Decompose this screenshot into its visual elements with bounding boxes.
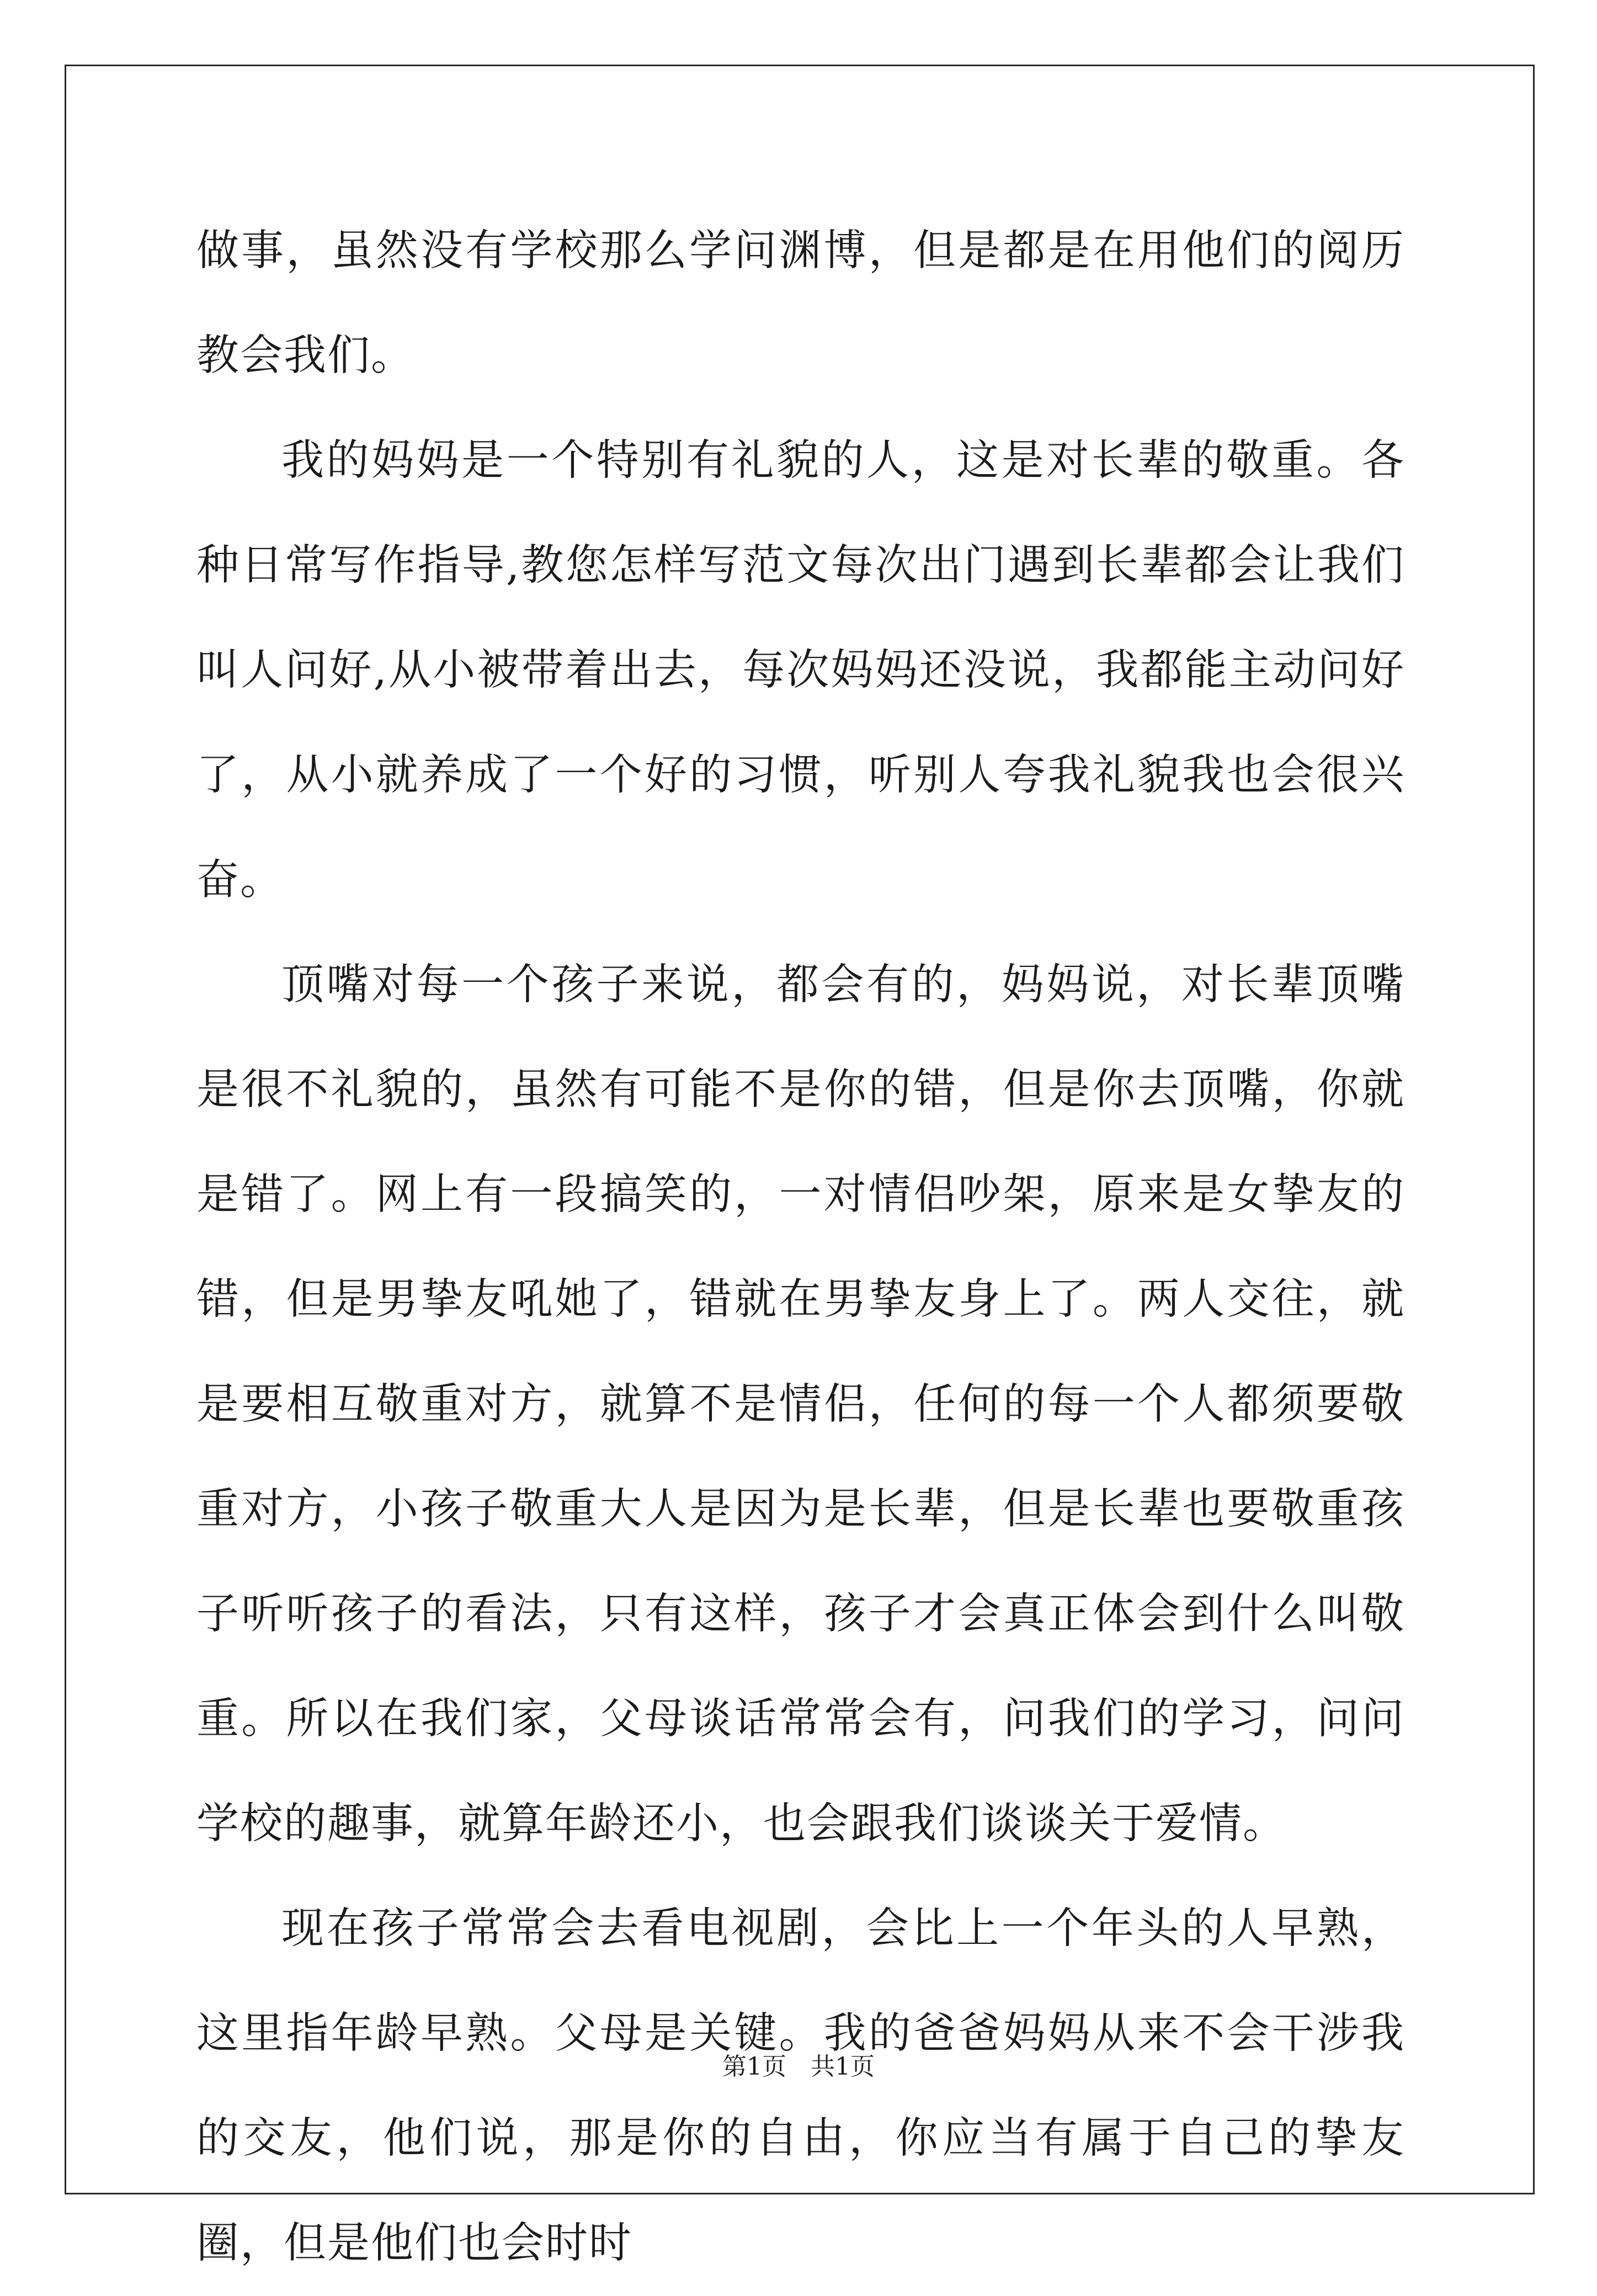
paragraph-3: 顶嘴对每一个孩子来说，都会有的，妈妈说，对长辈顶嘴是很不礼貌的，虽然有可能不是你的错，但是你去顶嘴，你就是错了。网上有一段搞笑的，一对情侣吵架，原来是女挚友的错，但是男挚友吼她了，错就在男挚友身上了。两人交往，就是要相互敬重对方，就算不是情侣，任何的每一个人都须要敬重对方，小孩子敬重大人是因为是长辈，但是长辈也要敬重孩子听听孩子的看法，只有这样，孩子才会真正体会到什么叫敬重。所以在我们家，父母谈话常常会有，问我们的学习，问问学校的趣事，就算年龄还小，也会跟我们谈谈关于爱情。 xyxy=(196,960,1405,1848)
paragraph-2: 我的妈妈是一个特别有礼貌的人，这是对长辈的敬重。各种日常写作指导,教您怎样写范文每次出门遇到长辈都会让我们叫人问好,从小被带着出去，每次妈妈还没说，我都能主动问好了，从小就养成了一个好的习惯，听别人夸我礼貌我也会很兴奋。 xyxy=(196,436,1405,905)
paragraph-1: 做事，虽然没有学校那么学问渊博，但是都是在用他们的阅历教会我们。 xyxy=(196,226,1405,380)
paragraph-4: 现在孩子常常会去看电视剧，会比上一个年头的人早熟，这里指年龄早熟。父母是关键。我的爸爸妈妈从来不会干涉我的交友，他们说，那是你的自由，你应当有属于自己的挚友圈，但是他们也会时时 xyxy=(196,1904,1405,2268)
document-body xyxy=(196,199,1405,2296)
page-number-footer: 第1页 共1页 xyxy=(722,2053,875,2081)
